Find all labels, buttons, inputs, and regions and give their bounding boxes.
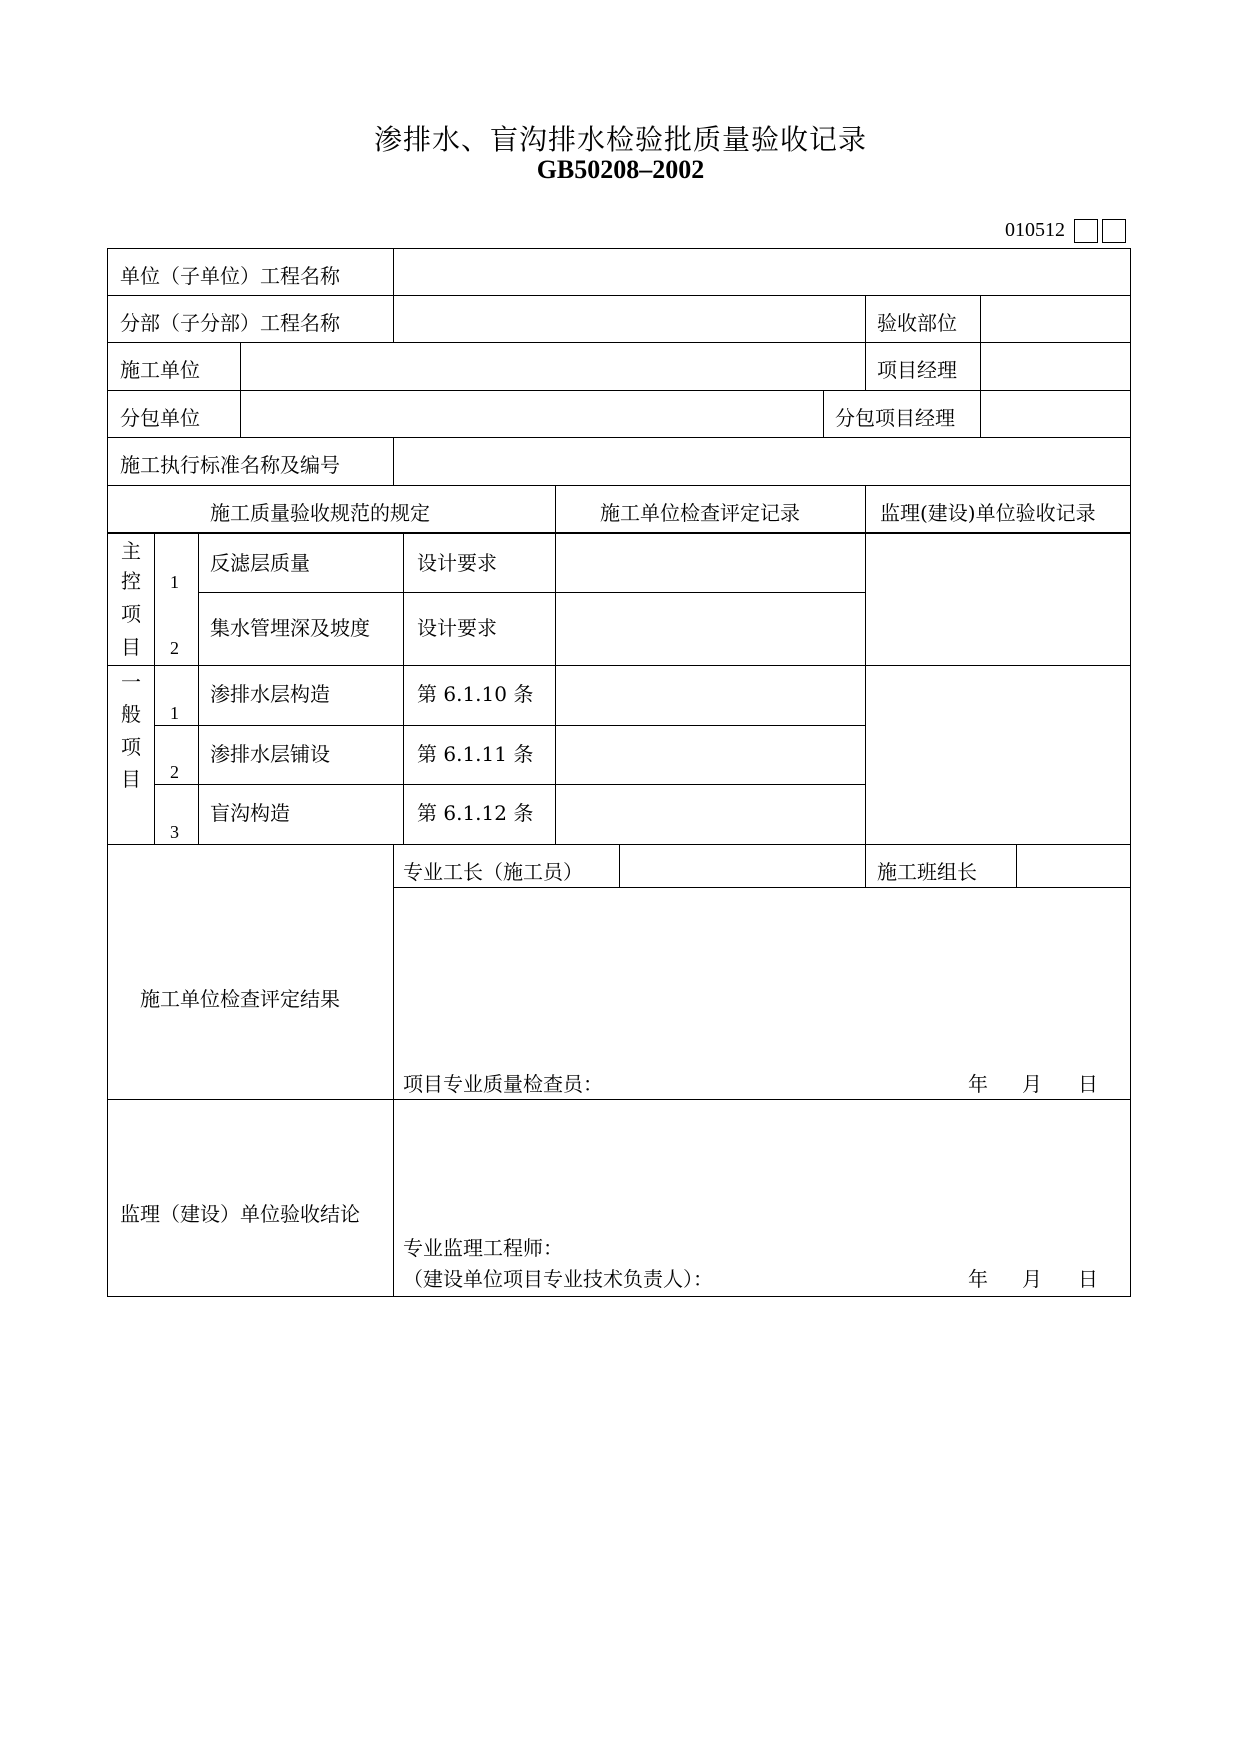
- item-number: 1: [170, 572, 179, 592]
- foreman-label: 专业工长（施工员）: [403, 860, 583, 884]
- item-requirement: 设计要求: [417, 616, 497, 640]
- result-label: 施工单位检查评定结果: [140, 987, 340, 1011]
- conclusion-label: 监理（建设）单位验收结论: [120, 1202, 360, 1226]
- subcontract-manager-label: 分包项目经理: [835, 406, 955, 430]
- inspector-label: 项目专业质量检查员：: [403, 1072, 603, 1096]
- item-requirement: 第 6.1.10 条: [417, 682, 534, 706]
- general-items-group-char: 目: [121, 767, 141, 791]
- column-check-record: 施工单位检查评定记录: [600, 501, 800, 525]
- column-supervision-record: 监理(建设)单位验收记录: [880, 501, 1096, 525]
- date-day: 日: [1078, 1267, 1098, 1291]
- item-name: 反滤层质量: [210, 551, 310, 575]
- column-spec: 施工质量验收规范的规定: [210, 501, 430, 525]
- owner-label: （建设单位项目专业技术负责人）：: [403, 1267, 713, 1291]
- form-code: 010512: [1005, 219, 1065, 241]
- unit-project-label: 单位（子单位）工程名称: [120, 264, 340, 288]
- item-number: 2: [170, 762, 179, 782]
- main-items-group-char: 目: [121, 635, 141, 659]
- main-items-group-char: 主: [121, 539, 141, 563]
- main-items-group-char: 控: [121, 569, 141, 593]
- item-number: 3: [170, 822, 179, 842]
- project-manager-label: 项目经理: [877, 358, 957, 382]
- general-items-group-char: 项: [121, 735, 141, 759]
- construction-unit-label: 施工单位: [120, 358, 200, 382]
- sub-project-label: 分部（子分部）工程名称: [120, 311, 340, 335]
- general-items-group-char: 一: [121, 670, 141, 694]
- document-title: 渗排水、盲沟排水检验批质量验收记录: [373, 123, 867, 156]
- date-day: 日: [1078, 1072, 1098, 1096]
- general-items-group-char: 般: [121, 702, 141, 726]
- item-name: 集水管埋深及坡度: [210, 616, 370, 640]
- item-number: 1: [170, 703, 179, 723]
- item-requirement: 第 6.1.12 条: [417, 801, 534, 825]
- team-leader-label: 施工班组长: [877, 860, 977, 884]
- main-items-group-char: 项: [121, 602, 141, 626]
- standard-code: GB50208–2002: [536, 155, 705, 184]
- standard-name-label: 施工执行标准名称及编号: [120, 453, 340, 477]
- acceptance-part-label: 验收部位: [877, 311, 957, 335]
- item-name: 渗排水层构造: [210, 682, 330, 706]
- date-year: 年: [968, 1072, 988, 1096]
- item-requirement: 第 6.1.11 条: [417, 742, 534, 766]
- subcontract-unit-label: 分包单位: [120, 406, 200, 430]
- item-name: 盲沟构造: [210, 801, 290, 825]
- date-year: 年: [968, 1267, 988, 1291]
- item-requirement: 设计要求: [417, 551, 497, 575]
- item-name: 渗排水层铺设: [210, 742, 330, 766]
- item-number: 2: [170, 638, 179, 658]
- date-month: 月: [1022, 1267, 1042, 1291]
- date-month: 月: [1022, 1072, 1042, 1096]
- engineer-label: 专业监理工程师：: [403, 1236, 563, 1260]
